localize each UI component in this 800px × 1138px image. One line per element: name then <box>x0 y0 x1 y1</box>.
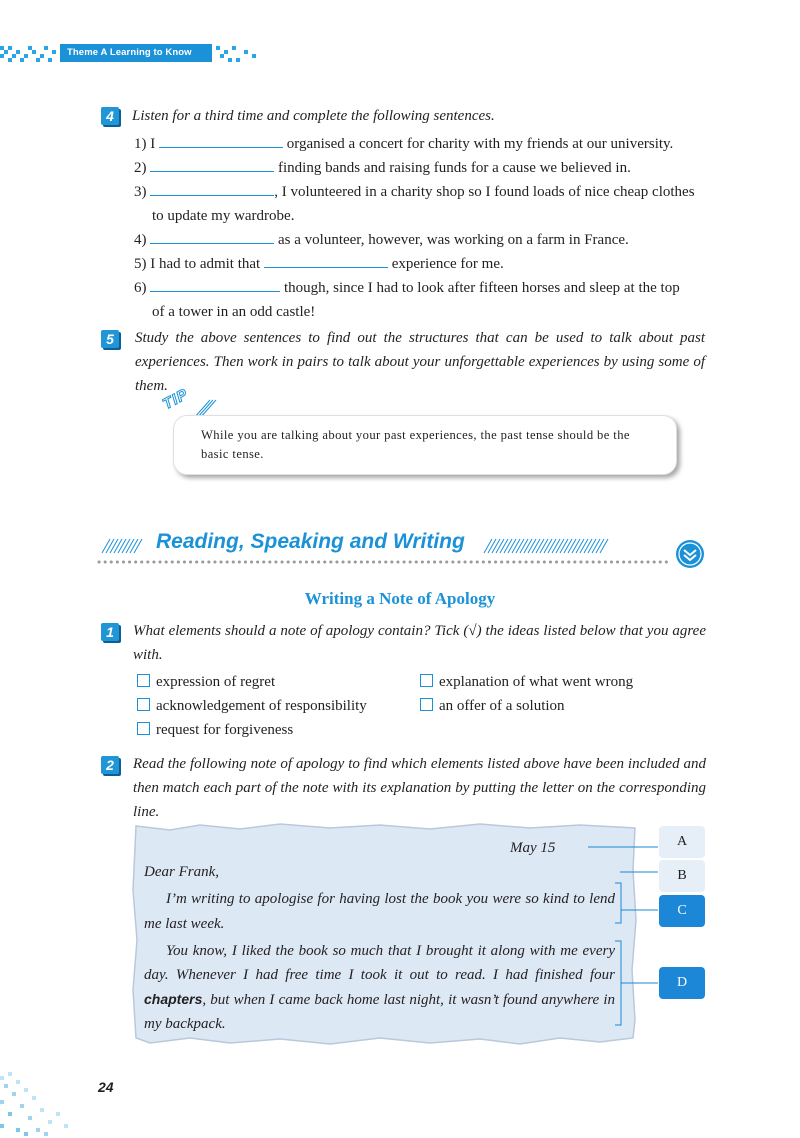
page-number: 24 <box>98 1079 114 1095</box>
checkbox[interactable] <box>420 674 433 687</box>
answer-blank-1[interactable] <box>159 133 283 148</box>
letter-box-d[interactable]: D <box>659 967 705 999</box>
sentence-3: 3) , I volunteered in a charity shop so I found loads of nice cheap clothes <box>134 180 695 204</box>
answer-blank-5[interactable] <box>264 253 388 268</box>
checkbox[interactable] <box>137 698 150 711</box>
tip-box <box>173 415 677 475</box>
exercise-1-instruction: What elements should a note of apology contain? Tick (√) the ideas listed below that you agree with. <box>133 623 706 663</box>
exercise-4-number: 4 <box>101 107 119 125</box>
sentence-4: 4) as a volunteer, however, was working on a farm in France. <box>134 228 629 252</box>
sentence-2: 2) finding bands and raising funds for a cause we believed in. <box>134 156 631 180</box>
section-title: Reading, Speaking and Writing <box>156 530 465 553</box>
letter-box-b[interactable]: B <box>659 860 705 892</box>
answer-blank-6[interactable] <box>150 277 280 292</box>
sentence-6-continued: of a tower in an odd castle! <box>152 304 316 320</box>
sentence-6: 6) though, since I had to look after fifteen horses and sleep at the top <box>134 276 680 300</box>
checkbox[interactable] <box>420 698 433 711</box>
sentence-3-continued: to update my wardrobe. <box>152 208 295 224</box>
option-request-for-forgiveness[interactable]: request for forgiveness <box>137 718 293 742</box>
option-explanation[interactable]: explanation of what went wrong <box>420 670 633 694</box>
theme-label-bar <box>60 44 212 62</box>
letter-box-a[interactable]: A <box>659 826 705 858</box>
exercise-2-instruction: Read the following note of apology to find which elements listed above have been included and then match each part of the note with its explanation by putting the letter on the corresponding line. <box>133 756 706 820</box>
tip-label: TIP <box>160 385 192 414</box>
checkbox[interactable] <box>137 722 150 735</box>
section-stripes-right <box>482 538 612 554</box>
answer-blank-4[interactable] <box>150 229 274 244</box>
option-acknowledgement[interactable]: acknowledgement of responsibility <box>137 694 367 718</box>
subsection-title: Writing a Note of Apology <box>304 589 496 608</box>
exercise-1-number: 1 <box>101 623 119 641</box>
section-stripes-left <box>100 538 150 554</box>
exercise-4-instruction: Listen for a third time and complete the following sentences. <box>132 108 495 124</box>
answer-blank-3[interactable] <box>150 181 274 196</box>
exercise-2-number: 2 <box>101 756 119 774</box>
exercise-5-number: 5 <box>101 330 119 348</box>
theme-header <box>0 40 260 68</box>
chevron-down-icon[interactable] <box>674 538 706 570</box>
note-date: May 15 <box>510 840 556 856</box>
answer-blank-2[interactable] <box>150 157 274 172</box>
sentence-1: 1) I organised a concert for charity with my friends at our university. <box>134 132 673 156</box>
note-paragraph-2: You know, I liked the book so much that I brought it along with me every day. Whenever I had free time I took it out to read. I had finished four chapters, but when I came back home last night, it wasn’t found anywhere in my backpack. <box>144 943 615 1032</box>
sentence-5: 5) I had to admit that experience for me. <box>134 252 504 276</box>
letter-box-c[interactable]: C <box>659 895 705 927</box>
option-expression-of-regret[interactable]: expression of regret <box>137 670 275 694</box>
option-offer-of-solution[interactable]: an offer of a solution <box>420 694 565 718</box>
footer-pixel-decoration <box>0 1070 95 1138</box>
note-connectors <box>580 820 670 1030</box>
tip-text: While you are talking about your past experiences, the past tense should be the basic tense. <box>201 428 630 461</box>
theme-label: Theme A Learning to Know <box>67 47 192 58</box>
note-paragraph-1: I’m writing to apologise for having lost the book you were so kind to lend me last week. <box>144 891 615 932</box>
checkbox[interactable] <box>137 674 150 687</box>
exercise-5-instruction: Study the above sentences to find out the structures that can be used to talk about past experiences. Then work in pairs to talk about your unforgettable experiences by using some of them. <box>135 330 705 394</box>
section-dotted-rule <box>96 559 671 565</box>
note-greeting: Dear Frank, <box>144 864 219 880</box>
